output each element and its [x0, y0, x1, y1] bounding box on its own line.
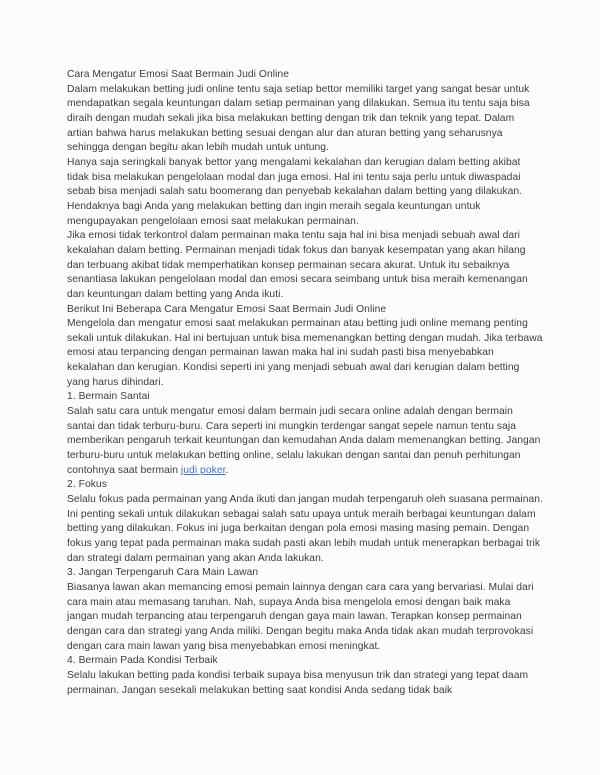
document-content: [67, 68, 543, 698]
section-heading-1: 1. Bermain Santai: [67, 391, 150, 403]
intro-paragraph-3: Jika emosi tidak terkontrol dalam permainan maka tentu saja hal ini bisa menjadi sebuah awal dari kekalahan dalam betting. Permainan menjadi tidak fokus dan banyak kesempatan yang akan hilang dan terbuang akibat tidak memperhatikan konsep permainan secara akurat. Untuk itu sebaiknya senantiasa lakukan pengelolaan modal dan emosi secara seimbang untuk bisa meraih kemenangan dan keuntungan dalam betting yang Anda ikuti.: [67, 230, 528, 300]
section-heading-2: 2. Fokus: [67, 479, 107, 491]
section-body-1-text: Salah satu cara untuk mengatur emosi dalam bermain judi secara online adalah dengan bermain santai dan tidak terburu-buru. Cara seperti ini mungkin terdengar sangat sepele namun tentu saja memberikan pengaruh terkait keuntungan dan kemudahan Anda dalam memenangkan betting. Jangan terburu-buru untuk melakukan betting online, selalu lakukan dengan santai dan penuh perhitungan contohnya saat bermain: [67, 406, 541, 476]
section-body-3: Biasanya lawan akan memancing emosi pemain lainnya dengan cara cara yang bervariasi. Mulai dari cara main atau memasang taruhan. Nah, supaya Anda bisa mengelola emosi dengan baik maka jangan mudah terpancing atau terpengaruh dengan gaya main lawan. Terapkan konsep permainan dengan cara dan strategi yang Anda miliki. Dengan begitu maka Anda tidak akan mudah terprovokasi dengan cara main lawan yang bisa menyebabkan emosi meningkat.: [67, 581, 534, 652]
document-title: Cara Mengatur Emosi Saat Bermain Judi Online: [67, 69, 289, 80]
judi-poker-link[interactable]: judi poker: [180, 464, 226, 476]
section-body-1: [67, 405, 543, 478]
document-subtitle: Berikut Ini Beberapa Cara Mengatur Emosi Saat Bermain Judi Online: [67, 303, 387, 315]
section-body-1-text-after: .: [225, 464, 229, 476]
intro-paragraph-1: Dalam melakukan betting judi online tentu saja setiap bettor memiliki target yang sangat besar untuk mendapatkan segala keuntungan dalam setiap permainan yang dilakukan. Semua itu tentu saja bisa diraih dengan mudah sekali jika bisa melakukan betting dengan trik dan teknik yang tepat. Dalam artian bahwa harus melakukan betting sesuai dengan alur dan aturan betting yang seharusnya sehingga dengan begitu akan lebih mudah untuk untung.: [67, 83, 530, 154]
subtitle-paragraph: Mengelola dan mengatur emosi saat melakukan permainan atau betting judi online memang penting sekali untuk dilakukan. Hal ini bertujuan untuk bisa memenangkan betting dengan mudah. Jika terbawa emosi atau terpancing dengan permainan lawan maka hal ini sudah pasti bisa menyebabkan kekalahan dan kerugian. Kondisi seperti ini yang menjadi sebuah awal dari kerugian dalam betting yang harus dihindari.: [67, 318, 543, 388]
section-heading-4: 4. Bermain Pada Kondisi Terbaik: [67, 655, 218, 667]
section-heading-3: 3. Jangan Terpengaruh Cara Main Lawan: [67, 567, 259, 579]
section-body-2: Selalu fokus pada permainan yang Anda ikuti dan jangan mudah terpengaruh oleh suasana permainan. Ini penting sekali untuk dilakukan sebagai salah satu upaya untuk meraih berbagai keuntungan dalam betting yang dilakukan. Fokus ini juga berkaitan dengan pola emosi masing masing pemain. Dengan fokus yang tepat pada permainan maka sudah pasti akan lebih mudah untuk menerapkan berbagai trik dan strategi dalam permainan yang akan Anda lakukan.: [67, 494, 543, 564]
intro-paragraph-2: Hanya saja seringkali banyak bettor yang mengalami kekalahan dan kerugian dalam betting akibat tidak bisa melakukan pengelolaan modal dan juga emosi. Hal ini tentu saja perlu untuk diwaspadai sebab bisa menjadi salah satu boomerang dan penyebab kekalahan dalam betting yang dilakukan. Hendaknya bagi Anda yang melakukan betting dan ingin meraih segala keuntungan untuk mengupayakan pengelolaan emosi saat melakukan permainan.: [67, 156, 523, 227]
section-body-4: Selalu lakukan betting pada kondisi terbaik supaya bisa menyusun trik dan strategi yang tepat daam permainan. Jangan sesekali melakukan betting saat kondisi Anda sedang tidak baik: [67, 669, 529, 696]
